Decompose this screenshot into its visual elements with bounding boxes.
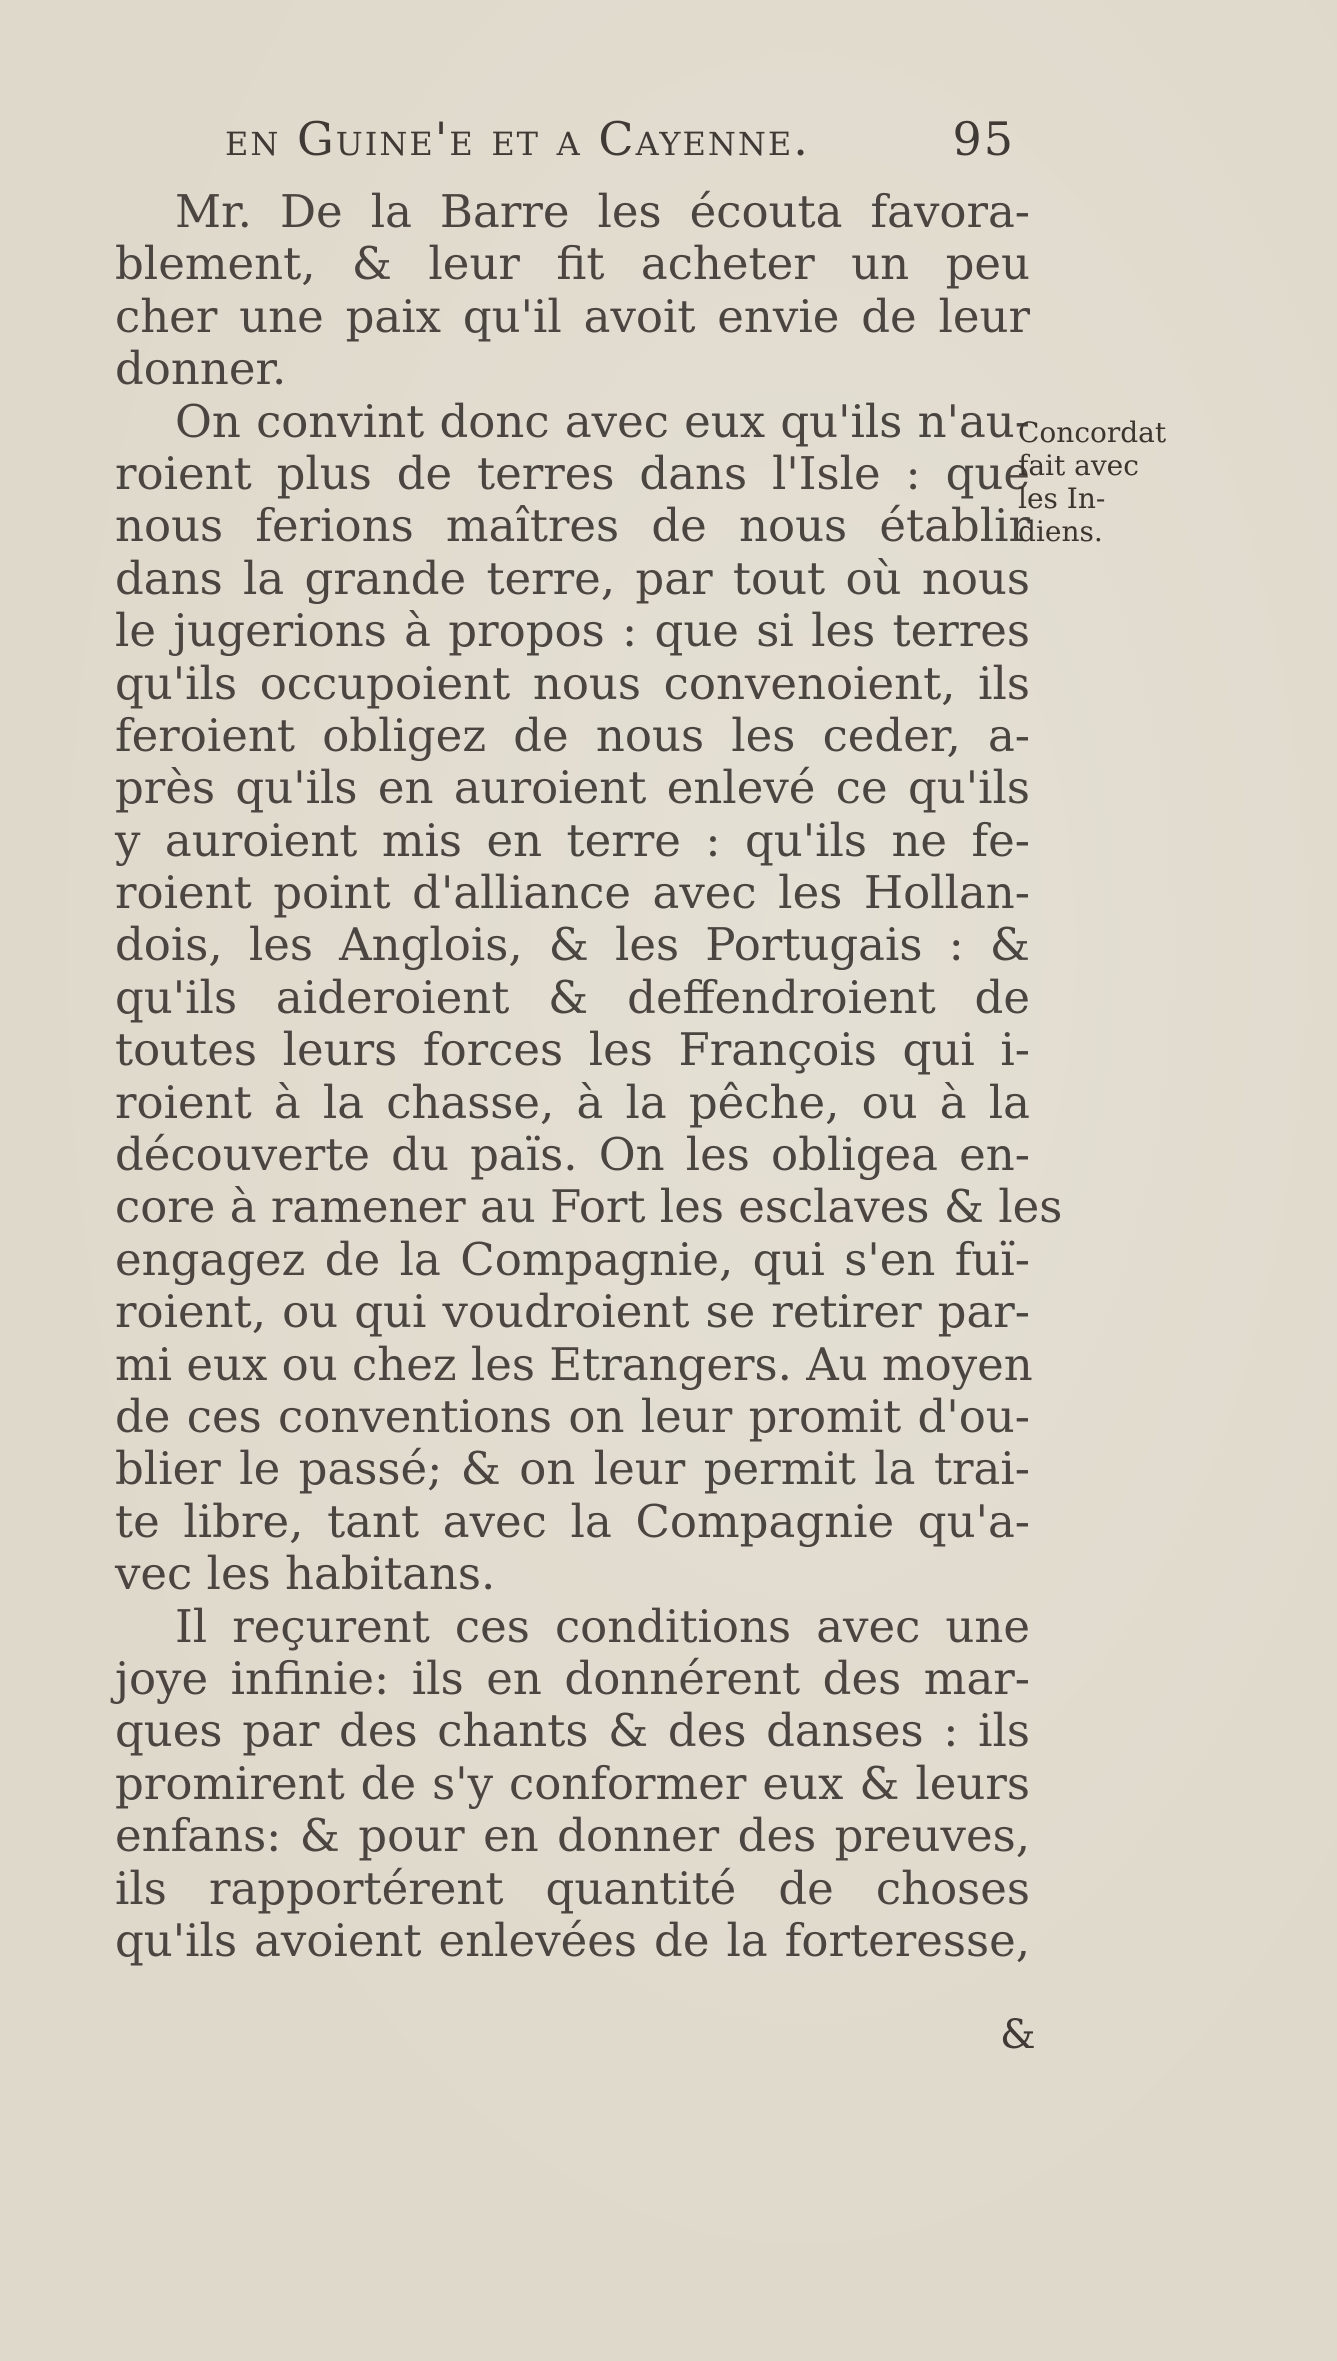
text-line: de ces conventions on leur promit d'ou- xyxy=(115,1389,1030,1443)
text-line: roient à la chasse, à la pêche, ou à la xyxy=(115,1075,1030,1129)
text-line: qu'ils avoient enlevées de la forteresse, xyxy=(115,1913,1030,1967)
text-line: le jugerions à propos : que si les terres xyxy=(115,604,1030,658)
text-line: y auroient mis en terre : qu'ils ne fe- xyxy=(115,813,1030,867)
running-head xyxy=(225,112,1015,172)
text-line: dois, les Anglois, & les Portugais : & xyxy=(115,918,1030,972)
text-line: ques par des chants & des danses : ils xyxy=(115,1704,1030,1758)
text-line: Il reçurent ces conditions avec une xyxy=(175,1599,1030,1653)
text-line: promirent de s'y conformer eux & leurs xyxy=(115,1756,1030,1810)
margin-note-line: Concordat xyxy=(1018,416,1167,449)
text-line: feroient obligez de nous les ceder, a- xyxy=(115,708,1030,762)
text-line: te libre, tant avec la Compagnie qu'a- xyxy=(115,1494,1030,1548)
margin-note-line: les In- xyxy=(1018,482,1106,515)
text-line: qu'ils occupoient nous convenoient, ils xyxy=(115,656,1030,710)
text-line: roient, ou qui voudroient se retirer par- xyxy=(115,1285,1030,1339)
text-line: découverte du païs. On les obligea en- xyxy=(115,1128,1030,1182)
text-line: dans la grande terre, par tout où nous xyxy=(115,551,1030,605)
text-line: joye infinie: ils en donnérent des mar- xyxy=(115,1651,1030,1705)
text-line: vec les habitans. xyxy=(115,1547,496,1601)
text-line: Mr. De la Barre les écouta favora- xyxy=(175,185,1030,238)
text-line: blier le passé; & on leur permit la trai- xyxy=(115,1442,1030,1496)
text-line: enfans: & pour en donner des preuves, xyxy=(115,1809,1030,1863)
paragraph xyxy=(115,186,1030,396)
text-line: ils rapportérent quantité de choses xyxy=(115,1861,1030,1915)
text-line: qu'ils aideroient & deffendroient de xyxy=(115,970,1030,1024)
text-line: On convint donc avec eux qu'ils n'au- xyxy=(175,394,1030,448)
text-line: blement, & leur fit acheter un peu xyxy=(115,237,1030,291)
text-line: roient plus de terres dans l'Isle : que xyxy=(115,446,1030,500)
catchword: & xyxy=(1000,2012,1036,2058)
text-line: près qu'ils en auroient enlevé ce qu'ils xyxy=(115,761,1030,815)
text-line: core à ramener au Fort les esclaves & les xyxy=(115,1180,1063,1234)
running-title: en Guine'e et a Cayenne. xyxy=(225,112,810,166)
text-line: cher une paix qu'il avoit envie de leur xyxy=(115,289,1030,343)
margin-note xyxy=(1018,416,1198,548)
margin-note-line: fait avec xyxy=(1018,449,1139,482)
text-line: donner. xyxy=(115,342,287,396)
text-line: mi eux ou chez les Etrangers. Au moyen xyxy=(115,1337,1033,1391)
text-line: toutes leurs forces les François qui i- xyxy=(115,1023,1030,1077)
margin-note-line: diens. xyxy=(1018,515,1103,548)
text-line: engagez de la Compagnie, qui s'en fuï- xyxy=(115,1232,1030,1286)
text-line: nous ferions maîtres de nous établir xyxy=(115,499,1030,553)
page-number: 95 xyxy=(952,112,1015,166)
paragraph xyxy=(115,1601,1030,1968)
text-line: roient point d'alliance avec les Hollan- xyxy=(115,866,1030,920)
